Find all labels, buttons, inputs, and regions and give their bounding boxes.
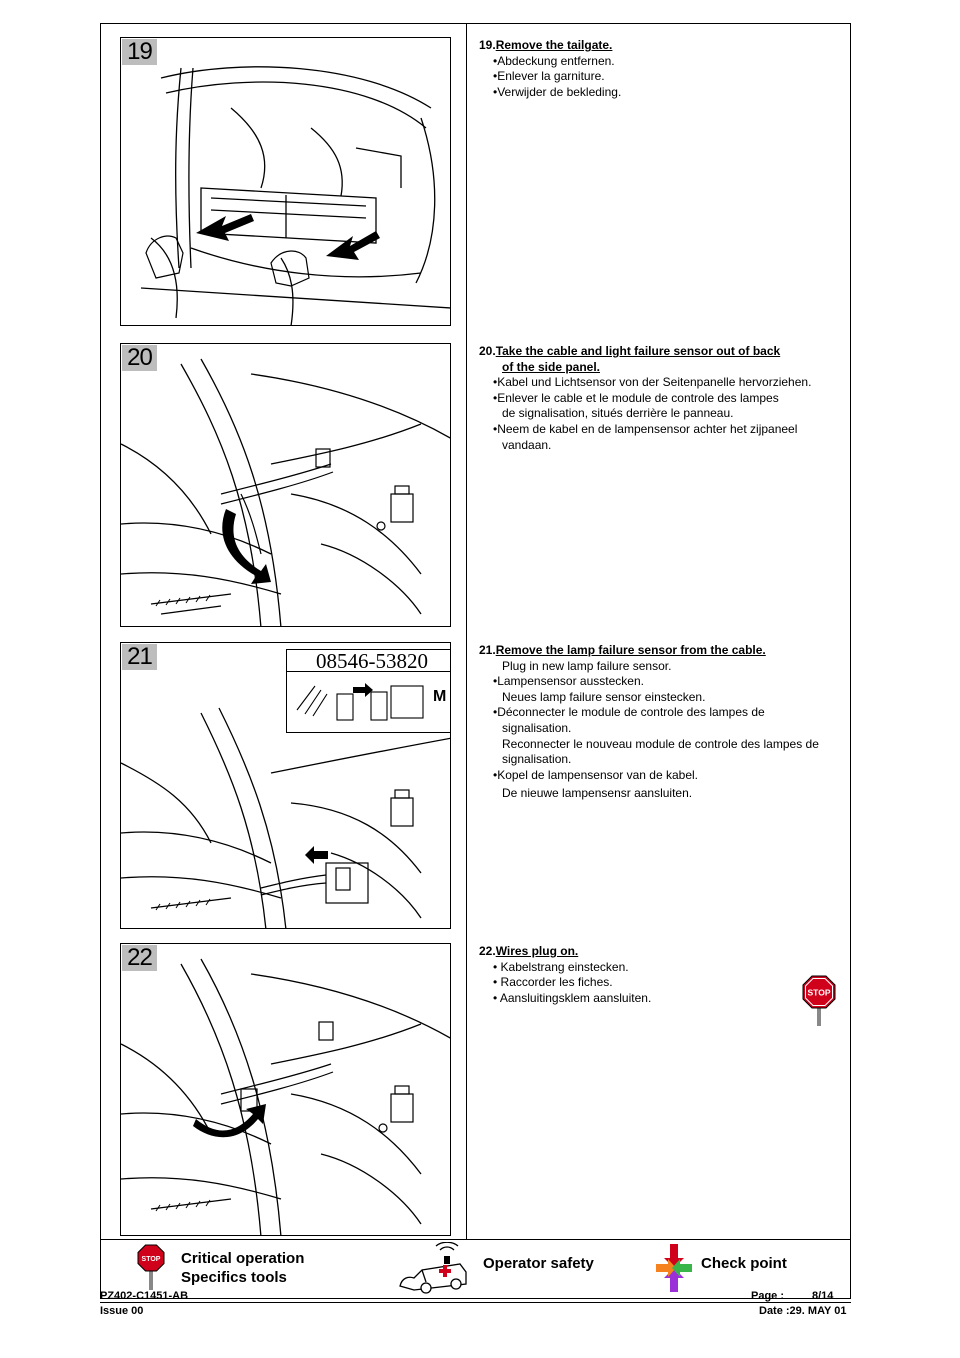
step-22-illustration	[120, 943, 451, 1236]
step-20-line-2: •Enlever le cable et le module de controle des lampes	[493, 390, 779, 405]
step-19-illustration	[120, 37, 451, 326]
legend-critical-operation: Critical operation	[181, 1250, 305, 1267]
step-21-line-3: Neues lamp failure sensor einstecken.	[502, 689, 706, 704]
step-22-line-1: • Kabelstrang einstecken.	[493, 959, 629, 974]
step-21-line-4: •Déconnecter le module de controle des lampes de	[493, 705, 765, 720]
issue-date: Date :29. MAY 01	[759, 1305, 847, 1317]
step-21-line-6: Reconnecter le nouveau module de controle des lampes de	[502, 736, 819, 751]
page-label: Page :	[751, 1290, 785, 1302]
sensor-plug-drawing	[287, 650, 451, 734]
step-22-line-3: • Aansluitingsklem aansluiten.	[493, 990, 652, 1005]
side-panel-cable-drawing	[121, 344, 451, 627]
step-20-title: Take the cable and light failure sensor out of back	[495, 344, 781, 358]
legend-specifics-tools: Specifics tools	[181, 1269, 287, 1286]
step-20-line-4: •Neem de kabel en de lampensensor achter het zijpaneel	[493, 421, 798, 436]
step-21-number-badge: 21	[122, 644, 157, 670]
critical-stop-icon	[137, 1244, 165, 1290]
step-22-line-2: • Raccorder les fiches.	[493, 975, 613, 990]
step-21-line-1: Plug in new lamp failure sensor.	[502, 658, 672, 673]
step-21-title: Remove the lamp failure sensor from the cable.	[495, 643, 766, 657]
step-21-number: 21.	[479, 643, 496, 657]
step-20-number: 20.	[479, 344, 496, 358]
step-19-text	[479, 38, 844, 100]
step-21-line-9: De nieuwe lampensensr aansluiten.	[502, 786, 693, 801]
new-sensor-inset	[286, 649, 451, 733]
step-19-number: 19.	[479, 38, 496, 52]
legend-check-point: Check point	[701, 1255, 787, 1272]
step-21-line-2: •Lampensensor ausstecken.	[493, 674, 644, 689]
step-21-line-8: •Kopel de lampensensor van de kabel.	[493, 767, 699, 782]
step-21-illustration	[120, 642, 451, 929]
step-22	[101, 929, 850, 1239]
step-20-line-3: de signalisation, situés derrière le panneau.	[502, 406, 734, 421]
legend-bar	[101, 1240, 850, 1298]
part-number: 08546-53820	[287, 650, 451, 672]
tailgate-trim-drawing	[121, 38, 451, 326]
step-20	[101, 329, 850, 629]
step-22-text	[479, 944, 844, 1006]
footer-rule	[100, 1302, 851, 1303]
step-21-line-5: signalisation.	[502, 720, 572, 735]
step-20-line-1: •Kabel und Lichtsensor von der Seitenpanelle hervorziehen.	[493, 375, 812, 390]
step-20-illustration	[120, 343, 451, 627]
legend-operator-safety: Operator safety	[483, 1255, 594, 1272]
step-19-line-1: •Abdeckung entfernen.	[493, 53, 615, 68]
stop-sign-icon	[801, 974, 837, 1026]
stop-sign-label: STOP	[807, 987, 831, 998]
step-22-number-badge: 22	[122, 945, 157, 971]
page-number: 8/14	[812, 1290, 834, 1302]
step-20-title-cont: of the side panel.	[502, 359, 601, 374]
page-frame	[100, 23, 851, 1299]
step-19-line-3: •Verwijder de bekleding.	[493, 84, 622, 99]
ambulance-icon	[396, 1242, 472, 1296]
step-22-title: Wires plug on.	[495, 944, 579, 958]
step-19-line-2: •Enlever la garniture.	[493, 69, 605, 84]
critical-stop-label: STOP	[141, 1256, 161, 1263]
step-19-number-badge: 19	[122, 39, 157, 65]
step-19	[101, 24, 850, 329]
step-21-text	[479, 643, 844, 802]
step-21	[101, 629, 850, 929]
step-21-line-7: signalisation.	[502, 752, 572, 767]
issue-number: Issue 00	[100, 1305, 144, 1317]
step-20-line-5: vandaan.	[502, 437, 552, 452]
check-point-icon	[656, 1244, 692, 1292]
step-20-number-badge: 20	[122, 345, 157, 371]
part-label: M	[433, 688, 447, 705]
wires-plug-drawing	[121, 944, 451, 1236]
step-20-text	[479, 344, 844, 453]
doc-id: PZ402-C1451-AB	[100, 1290, 189, 1302]
step-19-title: Remove the tailgate.	[495, 38, 613, 52]
step-22-number: 22.	[479, 944, 496, 958]
